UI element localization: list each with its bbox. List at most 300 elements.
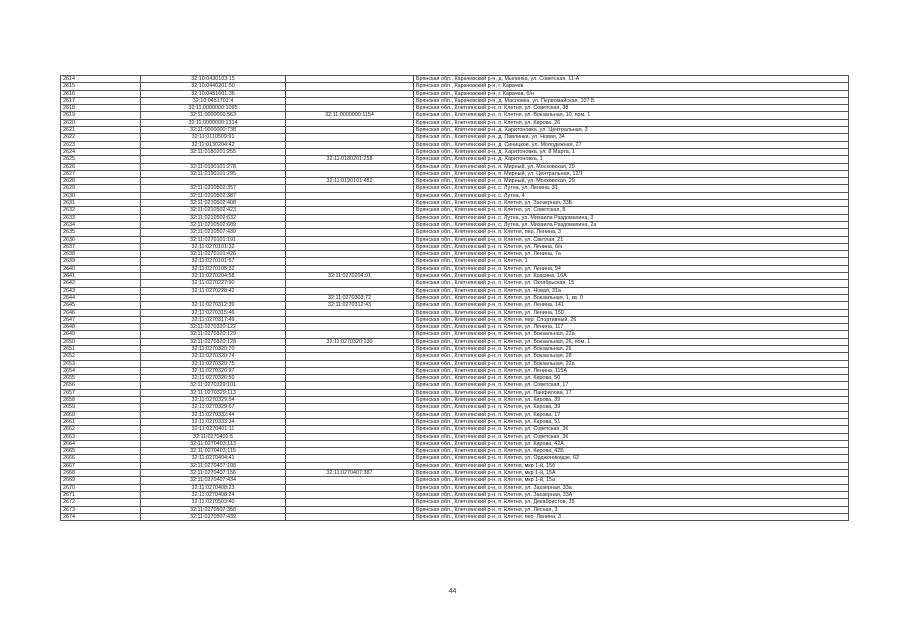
row-number-cell: 2673 (61, 506, 141, 513)
table-row (61, 207, 849, 214)
row-number-cell: 2638 (61, 251, 141, 258)
row-number-cell: 2656 (61, 382, 141, 389)
cadastral-number-cell: 32:11:0270320:122 (141, 324, 286, 331)
address-cell: Брянская обл., Клетнянский р-н, п. Клетня, ул. Красина, 16А (414, 273, 849, 280)
row-number-cell: 2644 (61, 294, 141, 301)
linked-cadastral-number-cell (286, 185, 414, 192)
row-number-cell: 2655 (61, 375, 141, 382)
row-number-cell: 2671 (61, 491, 141, 498)
table-row (61, 302, 849, 309)
table-row (61, 156, 849, 163)
row-number-cell: 2660 (61, 411, 141, 418)
cadastral-number-cell: 32:11:0270403:115 (141, 448, 286, 455)
cadastral-number-cell: 32:11:0270407:108 (141, 462, 286, 469)
linked-cadastral-number-cell (286, 426, 414, 433)
table-row (61, 404, 849, 411)
cadastral-number-cell: 32:11:0270329:101 (141, 382, 286, 389)
address-cell: Брянская обл., Клетнянский р-н, п. Клетня, пер. Ленина, 3 (414, 513, 849, 520)
cadastral-number-cell: 32:11:0270401:5 (141, 433, 286, 440)
address-cell: Брянская обл., Клетнянский р-н, п. Клетня, ул. Новая, 31а (414, 287, 849, 294)
address-cell: Брянская обл., Клетнянский р-н, п. Клетня, ул. Кирова, 39 (414, 404, 849, 411)
address-cell: Брянская обл., Клетнянский р-н, д. Харитоновка, ул. Центральная, 3 (414, 127, 849, 134)
table-row (61, 353, 849, 360)
linked-cadastral-number-cell (286, 484, 414, 491)
table-row (61, 382, 849, 389)
address-cell: Брянская обл., Клетнянский р-н, п. Клетня, ул. Октябрьская, 15 (414, 280, 849, 287)
cadastral-number-cell: 32:11:0270507:439 (141, 513, 286, 520)
cadastral-number-cell: 32:11:0210502:357 (141, 185, 286, 192)
table-row (61, 462, 849, 469)
row-number-cell: 2625 (61, 156, 141, 163)
cadastral-number-cell: 32:11:0270320:129 (141, 331, 286, 338)
address-cell: Брянская обл., Клетнянский р-н, п. Клетня, ул. Ленина, 141 (414, 302, 849, 309)
row-number-cell: 2674 (61, 513, 141, 520)
cadastral-number-cell (141, 156, 286, 163)
address-cell: Брянская обл., Клетнянский р-н, п. Клетня, ул. Вокзальная, 1, кв. 0 (414, 294, 849, 301)
cadastral-number-cell: 32:11:0270326:50 (141, 375, 286, 382)
linked-cadastral-number-cell (286, 375, 414, 382)
table-row (61, 200, 849, 207)
cadastral-number-cell: 32:11:0270101:426 (141, 251, 286, 258)
address-cell: Брянская обл., Клетнянский р-н, п. Клетня, ул. Ленина, 115А (414, 367, 849, 374)
cadastral-number-cell: 32:11:0270329:113 (141, 389, 286, 396)
row-number-cell: 2646 (61, 309, 141, 316)
row-number-cell: 2654 (61, 367, 141, 374)
address-cell: Брянская обл., Клетнянский р-н, д. Харитоновка, 1 (414, 156, 849, 163)
linked-cadastral-number-cell: 32:11:0000000:1154 (286, 112, 414, 119)
address-cell: Брянская обл., Клетнянский р-н, п. Клетня, ул. Светлая, 21 (414, 236, 849, 243)
table-row (61, 506, 849, 513)
address-cell: Брянская обл., Карачевский р-н, г. Карачев (414, 83, 849, 90)
address-cell: Брянская обл., Клетнянский р-н, п. Клетня, мкр 1-й, 15А (414, 470, 849, 477)
linked-cadastral-number-cell (286, 397, 414, 404)
row-number-cell: 2639 (61, 258, 141, 265)
linked-cadastral-number-cell (286, 221, 414, 228)
cadastral-number-cell: 32:11:0270227:90 (141, 280, 286, 287)
cadastral-number-cell: 32:11:0270105:32 (141, 265, 286, 272)
linked-cadastral-number-cell (286, 433, 414, 440)
table-row (61, 170, 849, 177)
address-cell: Брянская обл., Клетнянский р-н, с. Лутна, ул. Ленина, 31 (414, 185, 849, 192)
linked-cadastral-number-cell (286, 506, 414, 513)
row-number-cell: 2647 (61, 316, 141, 323)
cadastral-number-cell: 32:11:0190101:295 (141, 170, 286, 177)
cadastral-number-cell: 32:11:0210502:689 (141, 221, 286, 228)
row-number-cell: 2617 (61, 97, 141, 104)
table-row (61, 345, 849, 352)
cadastral-number-cell: 32:11:0270101:191 (141, 236, 286, 243)
cadastral-number-cell: 32:11:0210502:408 (141, 200, 286, 207)
address-cell: Брянская обл., Клетнянский р-н, п. Клетня, ул. Ленина, 94 (414, 265, 849, 272)
linked-cadastral-number-cell (286, 76, 414, 83)
cadastral-number-cell: 32:11:0270320:75 (141, 360, 286, 367)
table-row (61, 491, 849, 498)
row-number-cell: 2628 (61, 178, 141, 185)
address-cell: Брянская обл., Клетнянский р-н, п. Клетня, ул. Советская, 36 (414, 426, 849, 433)
cadastral-number-cell (141, 178, 286, 185)
linked-cadastral-number-cell (286, 163, 414, 170)
linked-cadastral-number-cell (286, 280, 414, 287)
address-cell: Брянская обл., Карачевский р-н, г. Карачев, б/н (414, 90, 849, 97)
linked-cadastral-number-cell (286, 513, 414, 520)
table-row (61, 243, 849, 250)
row-number-cell: 2662 (61, 426, 141, 433)
table-row (61, 178, 849, 185)
cadastral-number-cell: 32:11:0270401:11 (141, 426, 286, 433)
linked-cadastral-number-cell (286, 418, 414, 425)
table-row (61, 470, 849, 477)
address-cell: Брянская обл., Клетнянский р-н, п. Клетня, ул. Советская, 36 (414, 433, 849, 440)
linked-cadastral-number-cell (286, 251, 414, 258)
cadastral-number-cell: 32:11:0000000:1314 (141, 119, 286, 126)
linked-cadastral-number-cell (286, 170, 414, 177)
cadastral-number-cell: 32:11:0210502:387 (141, 192, 286, 199)
row-number-cell: 2658 (61, 397, 141, 404)
table-row (61, 251, 849, 258)
table-row (61, 185, 849, 192)
address-cell: Брянская обл., Клетнянский р-н, п. Клетня, пер. Спортивный, 26 (414, 316, 849, 323)
linked-cadastral-number-cell (286, 287, 414, 294)
cadastral-number-cell: 32:11:0270507:358 (141, 506, 286, 513)
cadastral-number-cell: 32:11:0210502:632 (141, 214, 286, 221)
table-row (61, 273, 849, 280)
table-row (61, 513, 849, 520)
table-row (61, 221, 849, 228)
linked-cadastral-number-cell (286, 477, 414, 484)
row-number-cell: 2619 (61, 112, 141, 119)
address-cell: Брянская обл., Клетнянский р-н, п. Клетня, ул. Кирова, 17 (414, 411, 849, 418)
row-number-cell: 2614 (61, 76, 141, 83)
cadastral-number-cell: 32:10:0430103:15 (141, 76, 286, 83)
cadastral-number-cell: 32:11:0270408:24 (141, 491, 286, 498)
row-number-cell: 2661 (61, 418, 141, 425)
address-cell: Брянская обл., Клетнянский р-н, с. Лутна, ул. Михаила Раздомахина, 3 (414, 214, 849, 221)
row-number-cell: 2669 (61, 477, 141, 484)
address-cell: Брянская обл., Клетнянский р-н, п. Мирный, ул. Центральная, 12/1 (414, 170, 849, 177)
table-row (61, 397, 849, 404)
address-cell: Брянская обл., Клетнянский р-н, с. Лутна, ул. Михаила Раздомахина, 2а (414, 221, 849, 228)
row-number-cell: 2623 (61, 141, 141, 148)
table-row (61, 112, 849, 119)
cadastral-number-cell: 32:10:0440201:50 (141, 83, 286, 90)
linked-cadastral-number-cell: 32:11:0270320:130 (286, 338, 414, 345)
address-cell: Брянская обл., Клетнянский р-н, п. Клетня, ул. Вокзальная, 22а (414, 360, 849, 367)
address-cell: Брянская обл., Клетнянский р-н, п. Клетня, ул. Вокзальная, 10, пом. 1 (414, 112, 849, 119)
linked-cadastral-number-cell (286, 316, 414, 323)
cadastral-number-cell: 32:11:0270317:49 (141, 316, 286, 323)
address-cell: Брянская обл., Клетнянский р-н, п. Клетня, ул. Ленина, 150 (414, 309, 849, 316)
address-cell: Брянская обл., Клетнянский р-н, п. Клетня, ул. Ленина, 7а (414, 251, 849, 258)
address-cell: Брянская обл., Клетнянский р-н, п. Клетня, ул. Ленина, 117 (414, 324, 849, 331)
row-number-cell: 2627 (61, 170, 141, 177)
cadastral-number-cell: 32:10:0451601:36 (141, 90, 286, 97)
address-cell: Брянская обл., Клетнянский р-н, п. Клетня, ул. Кирова, 26 (414, 119, 849, 126)
linked-cadastral-number-cell (286, 90, 414, 97)
table-row (61, 477, 849, 484)
row-number-cell: 2641 (61, 273, 141, 280)
linked-cadastral-number-cell (286, 214, 414, 221)
table-row (61, 258, 849, 265)
address-cell: Брянская обл., Клетнянский р-н, п. Клетня, ул. Советская, 8 (414, 207, 849, 214)
address-cell: Брянская обл., Клетнянский р-н, п. Клетня, ул. Заозерная, 33а (414, 484, 849, 491)
linked-cadastral-number-cell: 32:11:0270407:387 (286, 470, 414, 477)
table-row (61, 316, 849, 323)
row-number-cell: 2651 (61, 345, 141, 352)
row-number-cell: 2670 (61, 484, 141, 491)
table-row (61, 338, 849, 345)
cadastral-number-cell: 32:11:0180201:255 (141, 148, 286, 155)
linked-cadastral-number-cell (286, 455, 414, 462)
table-row (61, 214, 849, 221)
linked-cadastral-number-cell: 32:11:0190101:482 (286, 178, 414, 185)
linked-cadastral-number-cell (286, 360, 414, 367)
row-number-cell: 2632 (61, 207, 141, 214)
address-cell: Брянская обл., Карачевский р-н, д. Мылинка, ул. Советская, 11-А (414, 76, 849, 83)
address-cell: Брянская обл., Клетнянский р-н, п. Клетня, ул. Кирова, 50 (414, 375, 849, 382)
cadastral-number-cell: 32:11:0270333:34 (141, 418, 286, 425)
linked-cadastral-number-cell (286, 127, 414, 134)
table-row (61, 105, 849, 112)
linked-cadastral-number-cell (286, 105, 414, 112)
table-row (61, 433, 849, 440)
linked-cadastral-number-cell (286, 324, 414, 331)
linked-cadastral-number-cell (286, 404, 414, 411)
row-number-cell: 2643 (61, 287, 141, 294)
linked-cadastral-number-cell (286, 192, 414, 199)
cadastral-number-cell: 32:11:0270329:67 (141, 404, 286, 411)
linked-cadastral-number-cell (286, 309, 414, 316)
cadastral-number-cell: 32:11:0210507:439 (141, 229, 286, 236)
address-cell: Брянская обл., Клетнянский р-н, п. Клетня, ул. Декабристов, 35 (414, 499, 849, 506)
table-row (61, 192, 849, 199)
linked-cadastral-number-cell (286, 448, 414, 455)
linked-cadastral-number-cell (286, 229, 414, 236)
table-row (61, 324, 849, 331)
address-cell: Брянская обл., Клетнянский р-н, п. Клетня, ул. Вокзальная, 26 (414, 345, 849, 352)
row-number-cell: 2633 (61, 214, 141, 221)
table-row (61, 97, 849, 104)
address-cell: Брянская обл., Клетнянский р-н, п. Клетня, ул. Кирова, 51 (414, 418, 849, 425)
linked-cadastral-number-cell (286, 207, 414, 214)
cadastral-number-cell (141, 294, 286, 301)
cadastral-number-cell: 32:11:0270228:42 (141, 287, 286, 294)
row-number-cell: 2620 (61, 119, 141, 126)
table-row (61, 375, 849, 382)
linked-cadastral-number-cell (286, 134, 414, 141)
linked-cadastral-number-cell: 32:11:0180201:258 (286, 156, 414, 163)
cadastral-number-cell: 32:11:0270407:156 (141, 470, 286, 477)
linked-cadastral-number-cell (286, 141, 414, 148)
address-cell: Брянская обл., Клетнянский р-н, п. Клетня, ул. Советская, 17 (414, 382, 849, 389)
cadastral-number-cell: 32:11:0110509:91 (141, 134, 286, 141)
address-cell: Брянская обл., Клетнянский р-н, п. Клетня, ул. Панфилова, 17 (414, 389, 849, 396)
cadastral-number-cell: 32:11:0210502:423 (141, 207, 286, 214)
linked-cadastral-number-cell (286, 200, 414, 207)
address-cell: Брянская обл., Клетнянский р-н, д. Харитоновка, ул. 8 Марта, 1 (414, 148, 849, 155)
cadastral-number-cell: 32:11:0000000:563 (141, 112, 286, 119)
cadastral-number-cell: 32:10:0451701:4 (141, 97, 286, 104)
row-number-cell: 2635 (61, 229, 141, 236)
row-number-cell: 2621 (61, 127, 141, 134)
address-cell: Брянская обл., Клетнянский р-н, п. Клетня, ул. Кирова, 42А (414, 440, 849, 447)
table-row (61, 411, 849, 418)
cadastral-number-cell: 32:11:0270312:39 (141, 302, 286, 309)
cadastral-number-cell: 32:11:0270329:54 (141, 397, 286, 404)
linked-cadastral-number-cell (286, 491, 414, 498)
linked-cadastral-number-cell (286, 367, 414, 374)
cadastral-number-cell: 32:11:0000000:738 (141, 127, 286, 134)
address-cell: Брянская обл., Клетнянский р-н, д. Павлинки, ул. Новая, 34 (414, 134, 849, 141)
address-cell: Брянская обл., Клетнянский р-н, п. Клетня, пер. Ленина, 3 (414, 229, 849, 236)
cadastral-number-cell: 32:11:0270403:113 (141, 440, 286, 447)
cadastral-number-cell: 32:11:0270204:58 (141, 273, 286, 280)
table-row (61, 440, 849, 447)
address-cell: Брянская обл., Клетнянский р-н, п. Клетня, мкр 1-й, 15а (414, 477, 849, 484)
table-row (61, 141, 849, 148)
linked-cadastral-number-cell (286, 440, 414, 447)
table-row (61, 287, 849, 294)
address-cell: Брянская обл., Клетнянский р-н, п. Клетня, ул. Заозерная, 33А (414, 491, 849, 498)
registry-table-body (61, 76, 849, 521)
address-cell: Брянская обл., Клетнянский р-н, п. Клетня, ул. Ленина, б/н (414, 243, 849, 250)
row-number-cell: 2664 (61, 440, 141, 447)
linked-cadastral-number-cell (286, 97, 414, 104)
cadastral-number-cell: 32:11:0270408:23 (141, 484, 286, 491)
table-row (61, 426, 849, 433)
table-row (61, 229, 849, 236)
row-number-cell: 2616 (61, 90, 141, 97)
address-cell: Брянская обл., Клетнянский р-н, п. Клетня, 1 (414, 258, 849, 265)
table-row (61, 76, 849, 83)
linked-cadastral-number-cell (286, 265, 414, 272)
table-row (61, 389, 849, 396)
table-row (61, 127, 849, 134)
row-number-cell: 2657 (61, 389, 141, 396)
row-number-cell: 2650 (61, 338, 141, 345)
linked-cadastral-number-cell (286, 119, 414, 126)
linked-cadastral-number-cell (286, 258, 414, 265)
table-row (61, 499, 849, 506)
linked-cadastral-number-cell (286, 353, 414, 360)
row-number-cell: 2640 (61, 265, 141, 272)
table-row (61, 163, 849, 170)
row-number-cell: 2645 (61, 302, 141, 309)
linked-cadastral-number-cell (286, 499, 414, 506)
cadastral-number-cell: 32:11:0000000:1095 (141, 105, 286, 112)
address-cell: Брянская обл., Клетнянский р-н, п. Клетня, ул. Вокзальная, 28 (414, 353, 849, 360)
row-number-cell: 2637 (61, 243, 141, 250)
cadastral-number-cell: 32:11:0270503:40 (141, 499, 286, 506)
row-number-cell: 2636 (61, 236, 141, 243)
cadastral-number-cell: 32:11:0270332:44 (141, 411, 286, 418)
row-number-cell: 2648 (61, 324, 141, 331)
cadastral-number-cell: 32:11:0190101:278 (141, 163, 286, 170)
linked-cadastral-number-cell: 32:11:0270312:43 (286, 302, 414, 309)
cadastral-number-cell: 32:11:0270315:46 (141, 309, 286, 316)
table-row (61, 309, 849, 316)
page-number: 44 (448, 588, 457, 595)
row-number-cell: 2634 (61, 221, 141, 228)
address-cell: Брянская обл., Клетнянский р-н, п. Клетня, ул. Лесная, 3 (414, 506, 849, 513)
row-number-cell: 2631 (61, 200, 141, 207)
linked-cadastral-number-cell (286, 148, 414, 155)
cadastral-number-cell: 32:11:0270320:74 (141, 353, 286, 360)
address-cell: Брянская обл., Клетнянский р-н, п. Клетня, ул. Заозерная, 33Б (414, 200, 849, 207)
row-number-cell: 2626 (61, 163, 141, 170)
registry-table (60, 75, 849, 521)
row-number-cell: 2665 (61, 448, 141, 455)
row-number-cell: 2672 (61, 499, 141, 506)
row-number-cell: 2624 (61, 148, 141, 155)
table-row (61, 367, 849, 374)
linked-cadastral-number-cell (286, 462, 414, 469)
row-number-cell: 2663 (61, 433, 141, 440)
linked-cadastral-number-cell (286, 345, 414, 352)
linked-cadastral-number-cell (286, 411, 414, 418)
row-number-cell: 2652 (61, 353, 141, 360)
cadastral-number-cell: 32:11:0270320:128 (141, 338, 286, 345)
address-cell: Брянская обл., Клетнянский р-н, п. Мирный, ул. Московская, 29 (414, 163, 849, 170)
table-row (61, 360, 849, 367)
row-number-cell: 2630 (61, 192, 141, 199)
address-cell: Брянская обл., Карачевский р-н, д. Масловка, ул. Первомайская, 107 Б (414, 97, 849, 104)
table-row (61, 90, 849, 97)
address-cell: Брянская обл., Клетнянский р-н, п. Клетня, ул. Орджоникидзе, 62 (414, 455, 849, 462)
address-cell: Брянская обл., Клетнянский р-н, п. Клетня, ул. Кирова, 39 (414, 397, 849, 404)
cadastral-number-cell: 32:11:0270404:41 (141, 455, 286, 462)
row-number-cell: 2622 (61, 134, 141, 141)
row-number-cell: 2653 (61, 360, 141, 367)
address-cell: Брянская обл., Клетнянский р-н, д. Синицкое, ул. Молодежная, 27 (414, 141, 849, 148)
row-number-cell: 2668 (61, 470, 141, 477)
table-row (61, 448, 849, 455)
table-row (61, 418, 849, 425)
linked-cadastral-number-cell (286, 382, 414, 389)
table-row (61, 119, 849, 126)
table-row (61, 134, 849, 141)
address-cell: Брянская обл., Клетнянский р-н, с. Лутна, 4 (414, 192, 849, 199)
cadastral-number-cell: 32:11:0270101:57 (141, 258, 286, 265)
linked-cadastral-number-cell (286, 236, 414, 243)
address-cell: Брянская обл., Клетнянский р-н, п. Клетня, ул. Кирова, 42Б (414, 448, 849, 455)
address-cell: Брянская обл., Клетнянский р-н, п. Клетня, ул. Советская, 38 (414, 105, 849, 112)
cadastral-number-cell: 32:11:0130204:42 (141, 141, 286, 148)
address-cell: Брянская обл., Клетнянский р-н, п. Клетня, мкр 1-й, 15б (414, 462, 849, 469)
row-number-cell: 2649 (61, 331, 141, 338)
row-number-cell: 2629 (61, 185, 141, 192)
cadastral-number-cell: 32:11:0270320:97 (141, 367, 286, 374)
linked-cadastral-number-cell: 32:11:0270204:91 (286, 273, 414, 280)
row-number-cell: 2615 (61, 83, 141, 90)
table-row (61, 294, 849, 301)
table-row (61, 83, 849, 90)
table-row (61, 280, 849, 287)
linked-cadastral-number-cell (286, 243, 414, 250)
cadastral-number-cell: 32:11:0270320:70 (141, 345, 286, 352)
linked-cadastral-number-cell (286, 389, 414, 396)
linked-cadastral-number-cell: 32:11:0270303:72 (286, 294, 414, 301)
address-cell: Брянская обл., Клетнянский р-н, п. Клетня, ул. Вокзальная, 22а (414, 331, 849, 338)
row-number-cell: 2666 (61, 455, 141, 462)
address-cell: Брянская обл., Клетнянский р-н, п. Клетня, ул. Вокзальная, 26, пом. 1 (414, 338, 849, 345)
table-row (61, 236, 849, 243)
table-row (61, 455, 849, 462)
row-number-cell: 2659 (61, 404, 141, 411)
row-number-cell: 2667 (61, 462, 141, 469)
linked-cadastral-number-cell (286, 83, 414, 90)
row-number-cell: 2618 (61, 105, 141, 112)
table-row (61, 148, 849, 155)
